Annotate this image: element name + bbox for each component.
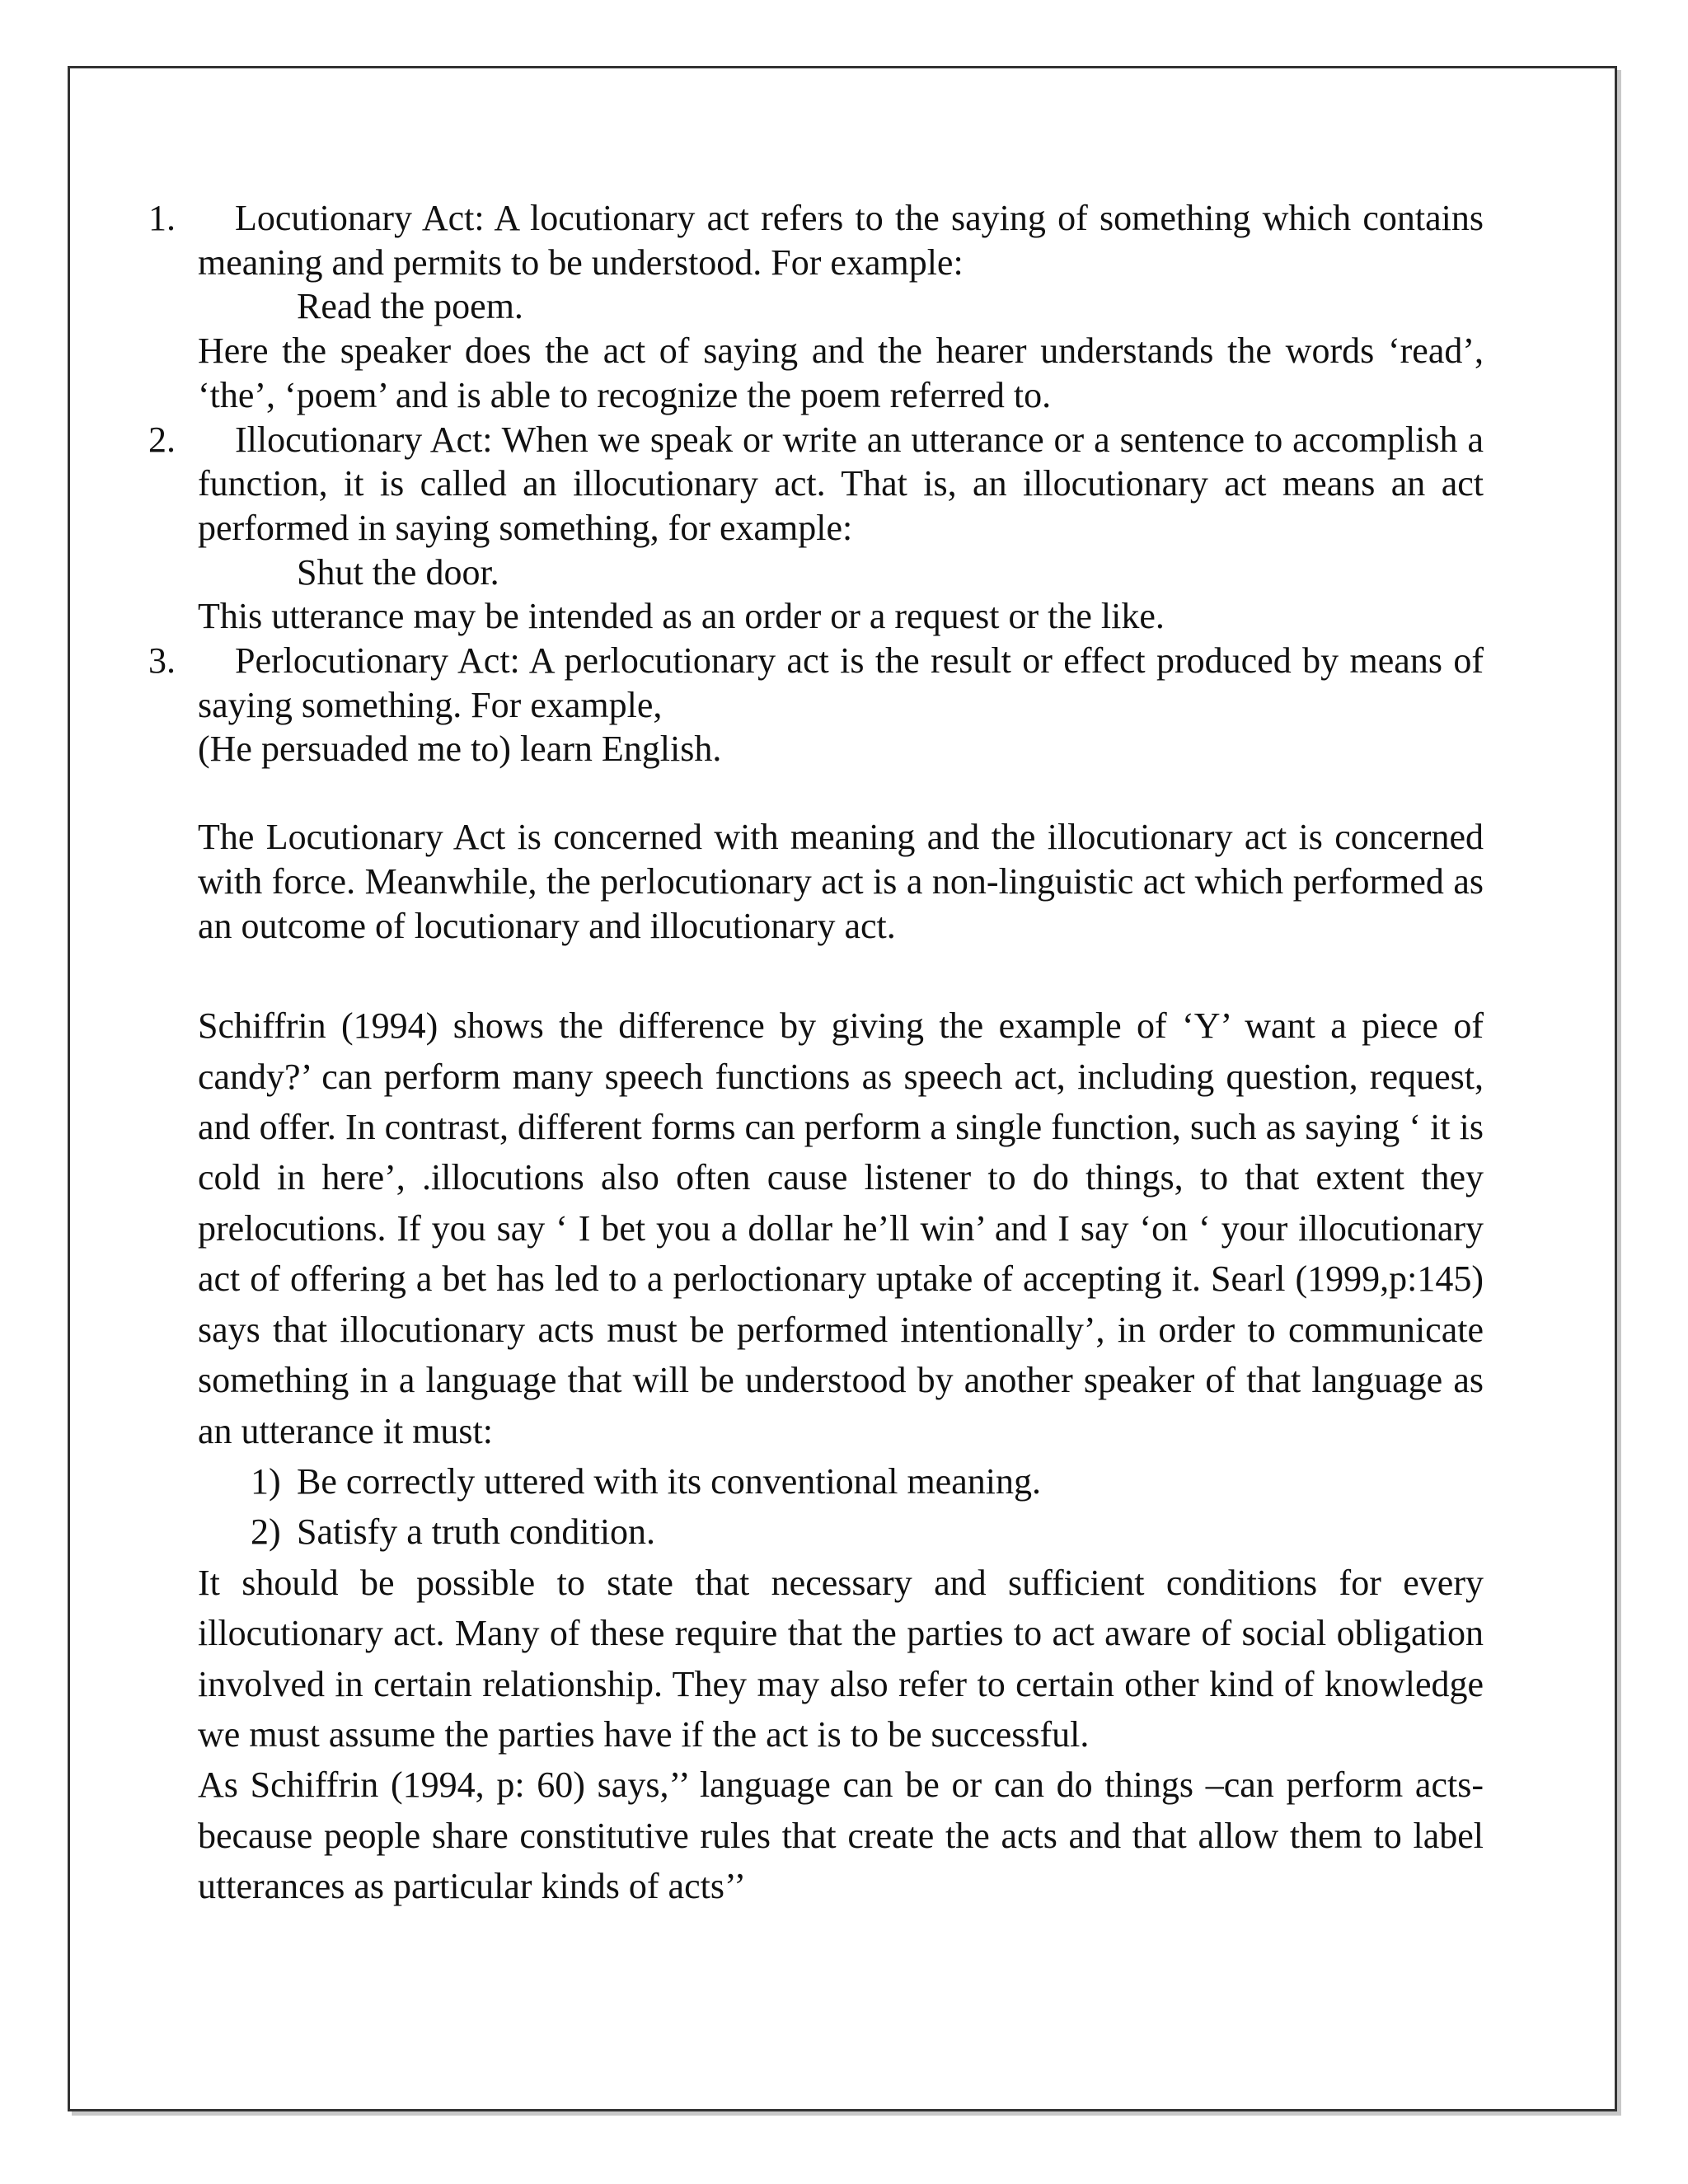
list-number: 2.	[148, 419, 176, 460]
summary-paragraph: The Locutionary Act is concerned with meaning and the illocutionary act is concerned with force. Meanwhile, the perlocutionary act is a non-linguistic act which performed as an outcome of locutionary and illocutionary act.	[198, 817, 1484, 946]
discussion-section	[198, 1001, 1484, 1911]
act-example: (He persuaded me to) learn English.	[198, 729, 722, 770]
act-definition: Illocutionary Act: When we speak or write an utterance or a sentence to accomplish a function, it is called an illocutionary act. That is, an illocutionary act means an act performed in saying something, for example:	[198, 419, 1484, 548]
list-item-perlocutionary	[148, 639, 1484, 771]
condition-item	[198, 1507, 1484, 1557]
list-number: 1.	[148, 198, 176, 238]
act-explanation: Here the speaker does the act of saying and the hearer understands the words ‘read’, ‘the’, ‘poem’ and is able to recognize the poem referred to.	[198, 330, 1484, 415]
act-definition: Locutionary Act: A locutionary act refers to the saying of something which contains meaning and permits to be understood. For example:	[198, 198, 1484, 283]
act-example: Shut the door.	[297, 551, 499, 593]
closing-paragraph: As Schiffrin (1994, p: 60) says,’’ language can be or can do things –can perform acts- because people share constitutive rules that create the acts and that allow them to label utterances as particular kinds of acts’’	[198, 1765, 1484, 1907]
conditions-paragraph: It should be possible to state that necessary and sufficient conditions for every illocutionary act. Many of these require that the parties to act aware of social obligation involved in certain relationship. They may also refer to certain other kind of knowledge we must assume the parties have if the act is to be successful.	[198, 1562, 1484, 1755]
list-item-illocutionary	[148, 418, 1484, 640]
list-number: 3.	[148, 640, 176, 682]
list-item-locutionary	[148, 196, 1484, 418]
document-body	[148, 196, 1484, 1912]
condition-item	[198, 1456, 1484, 1507]
condition-number: 2)	[251, 1511, 281, 1553]
speech-act-list	[148, 196, 1484, 771]
act-example: Read the poem.	[297, 286, 523, 327]
condition-text: Be correctly uttered with its conventional meaning.	[297, 1460, 1041, 1502]
schiffrin-paragraph: Schiffrin (1994) shows the difference by giving the example of ‘Y’ want a piece of candy?’ can perform many speech functions as speech act, including question, request, and offer. In contrast, different forms can perform a single function, such as saying ‘ it is cold in here’, .illocutions also often cause listener to do things, to that extent they prelocutions. If you say ‘ I bet you a dollar he’ll win’ and I say ‘on ‘ your illocutionary act of offering a bet has led to a perloctionary uptake of accepting it. Searl (1999,p:145) says that illocutionary acts must be performed intentionally’, in order to communicate something in a language that will be understood by another speaker of that language as an utterance it must:	[198, 1005, 1484, 1451]
act-explanation: This utterance may be intended as an order or a request or the like.	[198, 596, 1165, 637]
condition-text: Satisfy a truth condition.	[297, 1511, 656, 1553]
act-definition: Perlocutionary Act: A perlocutionary act is the result or effect produced by means of saying something. For example,	[198, 640, 1484, 725]
condition-number: 1)	[251, 1460, 281, 1502]
